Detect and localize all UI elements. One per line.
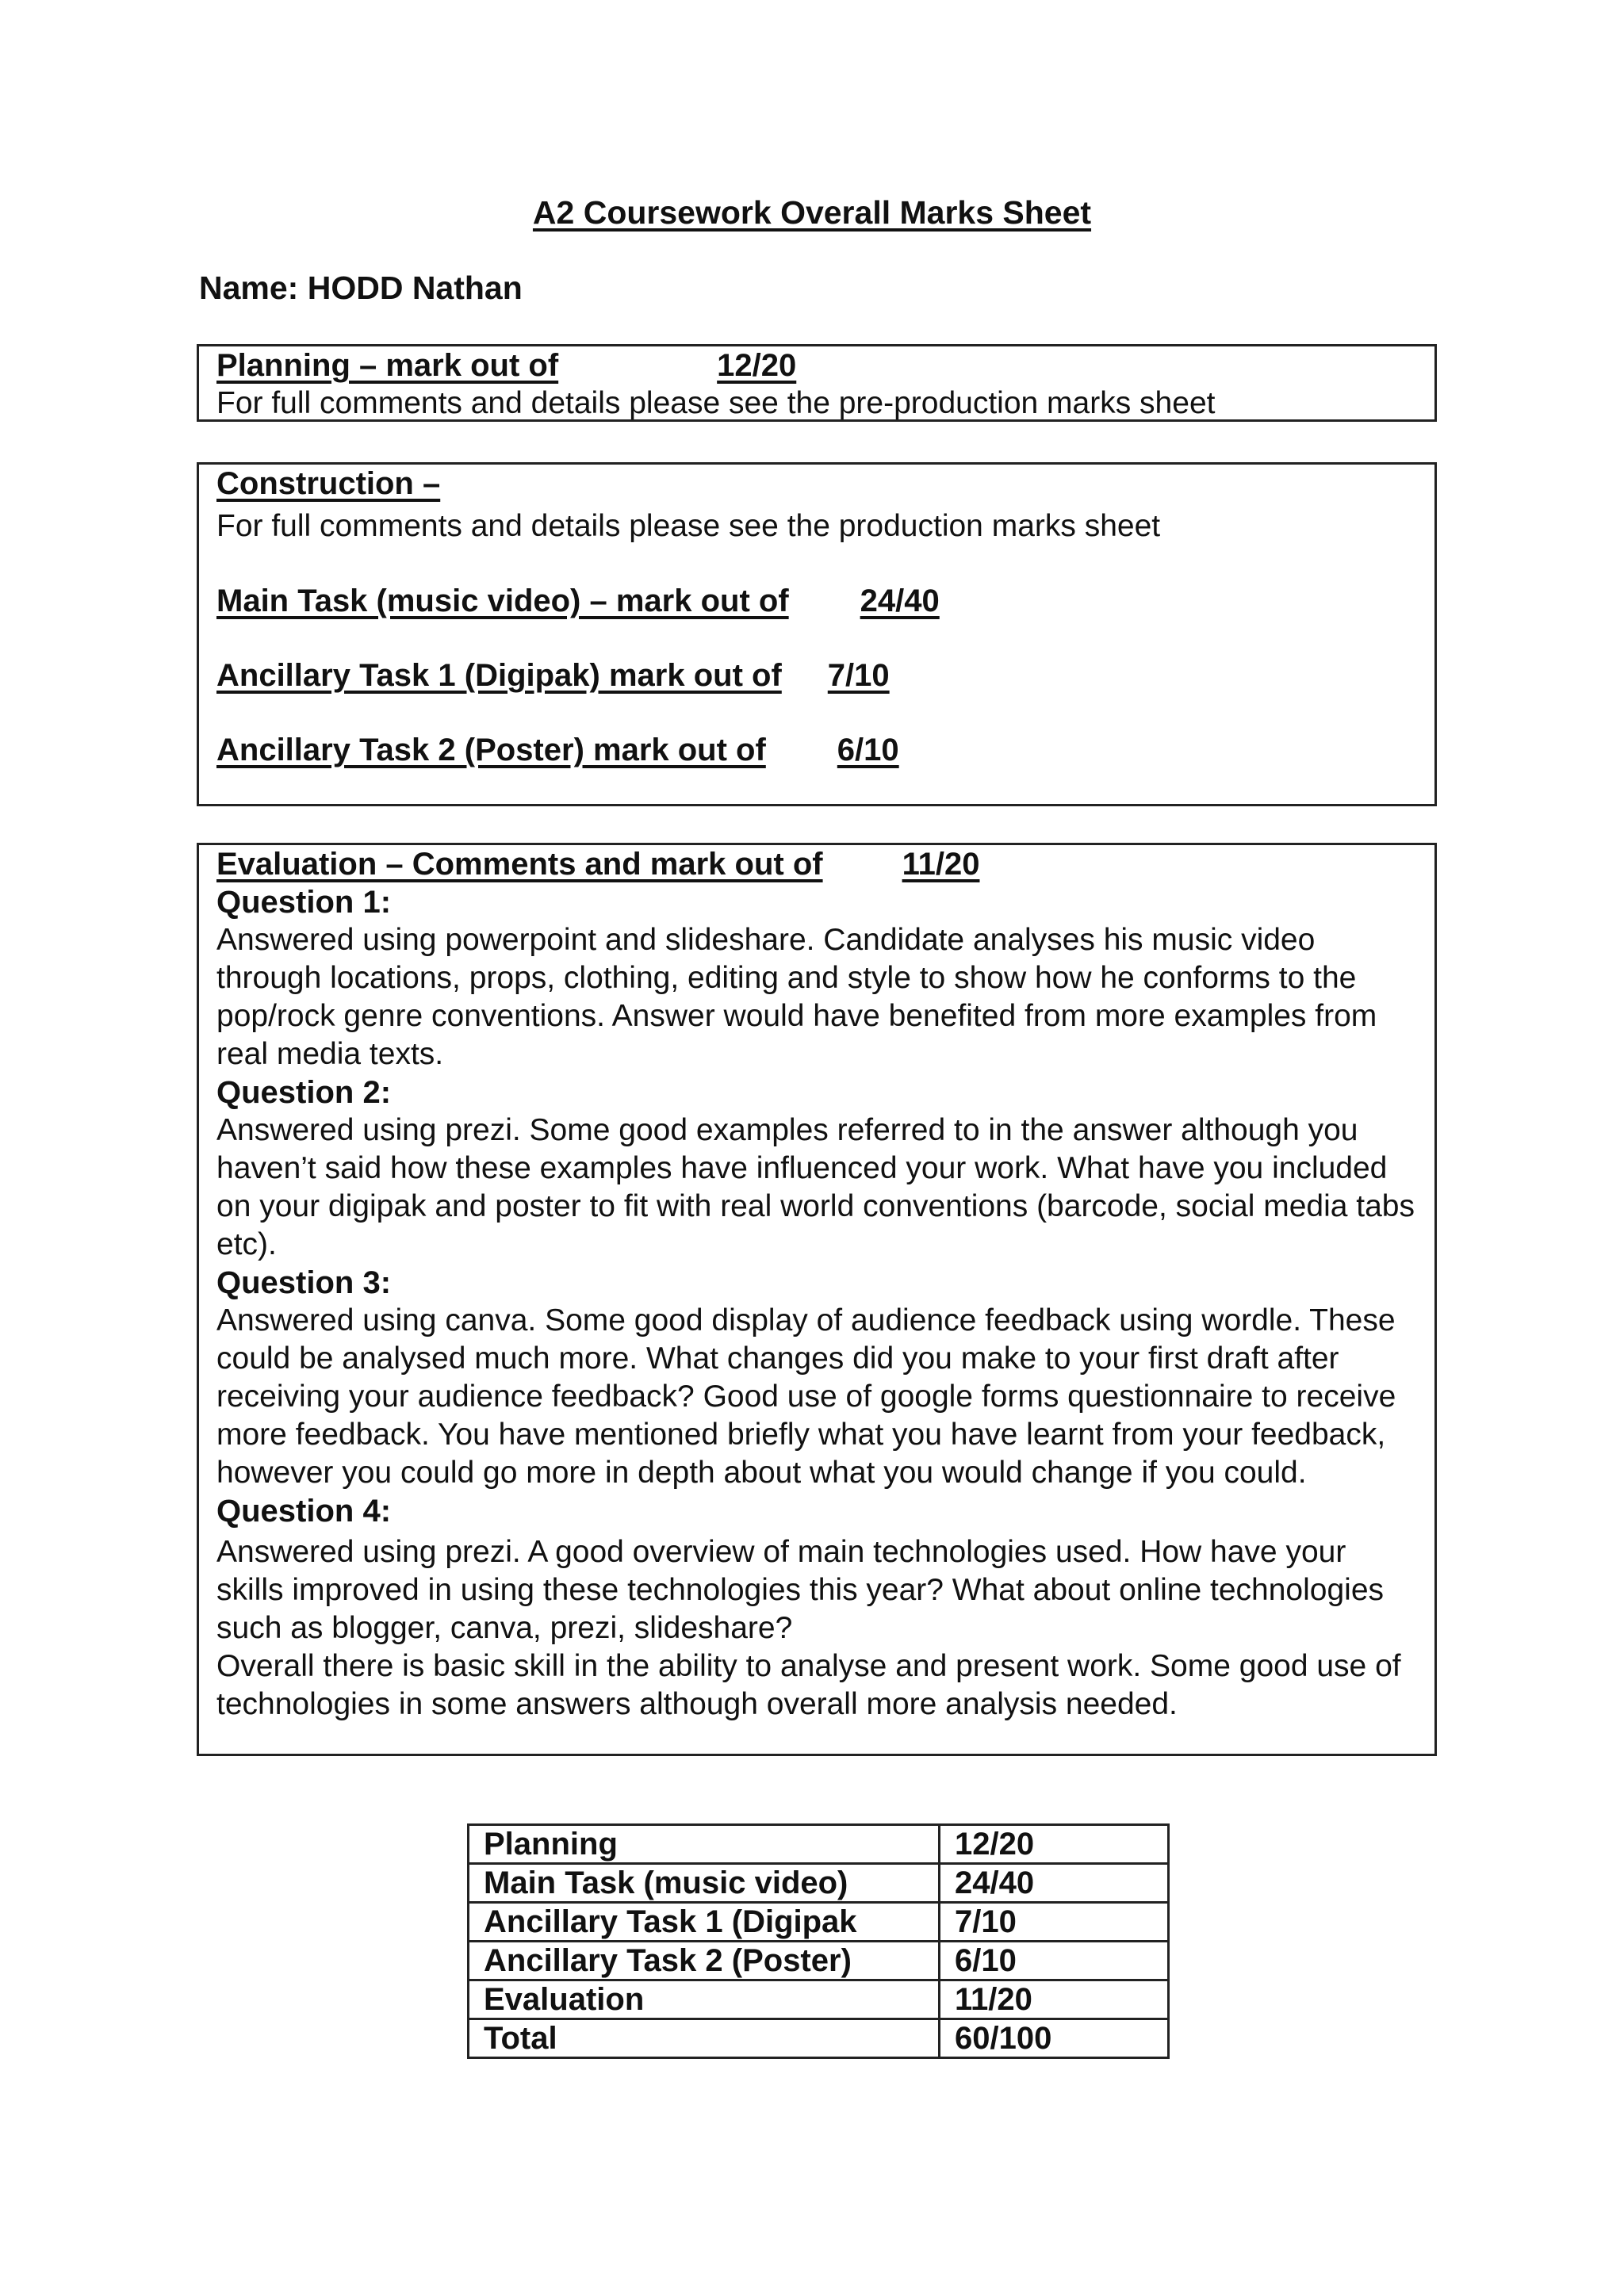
ancillary-task-2-line <box>216 731 1417 769</box>
main-task-line <box>216 582 1417 620</box>
row-label: Evaluation <box>469 1980 940 2019</box>
table-row <box>469 1942 1169 1980</box>
ancillary-task-2-label: Ancillary Task 2 (Poster) mark out of <box>216 733 766 767</box>
overall-comment: Overall there is basic skill in the ability to analyse and present work. Some good use of technologies in some answers although overall more analysis needed. <box>216 1649 1401 1721</box>
construction-section <box>197 462 1437 806</box>
evaluation-heading-label: Evaluation – Comments and mark out of <box>216 847 823 882</box>
planning-heading <box>216 346 1417 385</box>
evaluation-section <box>197 843 1437 1756</box>
evaluation-heading <box>216 845 1417 883</box>
ancillary-task-1-label: Ancillary Task 1 (Digipak) mark out of <box>216 658 782 693</box>
construction-heading: Construction – <box>216 466 441 501</box>
row-label: Planning <box>469 1825 940 1864</box>
row-label: Ancillary Task 2 (Poster) <box>469 1942 940 1980</box>
question-4-text: Answered using prezi. A good overview of main technologies used. How have your skills improved in using these technologies this year? What about online technologies such as blogger, canva, prezi, slideshare? <box>216 1535 1385 1645</box>
row-mark: 12/20 <box>940 1825 1169 1864</box>
question-2-text: Answered using prezi. Some good examples referred to in the answer although you haven’t said how these examples have influenced your work. What have you included on your digipak and poster to fit with real world conventions (barcode, social media tabs etc). <box>216 1113 1415 1261</box>
question-4-label: Question 4: <box>216 1494 392 1529</box>
construction-comment: For full comments and details please see the production marks sheet <box>216 509 1161 543</box>
row-label: Main Task (music video) <box>469 1864 940 1903</box>
question-1-text: Answered using powerpoint and slideshare. Candidate analyses his music video through locations, props, clothing, editing and style to show how he conforms to the pop/rock genre conventions. Answer would have benefited from more examples from real media texts. <box>216 923 1377 1071</box>
planning-section <box>197 344 1437 422</box>
student-name: Name: HODD Nathan <box>199 270 523 306</box>
summary-table <box>467 1823 1170 2059</box>
ancillary-task-2-mark: 6/10 <box>837 733 899 767</box>
row-mark: 7/10 <box>940 1903 1169 1942</box>
planning-mark: 12/20 <box>717 348 797 383</box>
table-row <box>469 1980 1169 2019</box>
table-row <box>469 1864 1169 1903</box>
main-task-mark: 24/40 <box>860 584 940 618</box>
evaluation-mark: 11/20 <box>902 847 980 882</box>
row-mark: 24/40 <box>940 1864 1169 1903</box>
question-1-label: Question 1: <box>216 885 392 920</box>
row-label: Total <box>469 2019 940 2058</box>
question-3-text: Answered using canva. Some good display of audience feedback using wordle. These could be analysed much more. What changes did you make to your first draft after receiving your audience feedback? Good use of google forms questionnaire to receive more feedback. You have mentioned briefly what you have learnt from your feedback, however you could go more in depth about what you would change if you could. <box>216 1303 1396 1490</box>
table-row <box>469 1825 1169 1864</box>
row-mark: 60/100 <box>940 2019 1169 2058</box>
question-3-label: Question 3: <box>216 1265 392 1300</box>
ancillary-task-1-mark: 7/10 <box>827 658 890 693</box>
main-task-label: Main Task (music video) – mark out of <box>216 584 789 618</box>
table-row <box>469 1903 1169 1942</box>
question-2-label: Question 2: <box>216 1075 392 1110</box>
planning-heading-label: Planning – mark out of <box>216 348 559 383</box>
row-label: Ancillary Task 1 (Digipak <box>469 1903 940 1942</box>
ancillary-task-1-line <box>216 656 1417 695</box>
table-row <box>469 2019 1169 2058</box>
page-title: A2 Coursework Overall Marks Sheet <box>532 194 1092 231</box>
planning-comment: For full comments and details please see the pre-production marks sheet <box>216 386 1216 420</box>
row-mark: 11/20 <box>940 1980 1169 2019</box>
row-mark: 6/10 <box>940 1942 1169 1980</box>
